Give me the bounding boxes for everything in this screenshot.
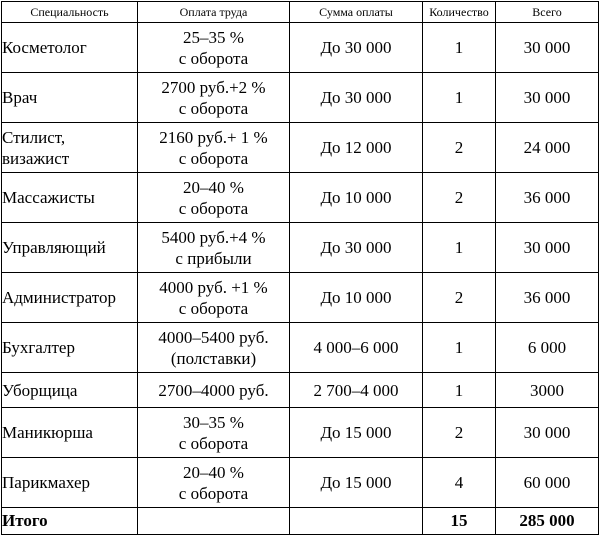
table-footer <box>2 508 599 535</box>
cell-specialty <box>2 273 138 323</box>
table-row <box>2 23 599 73</box>
cell-amount: До 10 000 <box>290 273 423 323</box>
cell-payment-line: 5400 руб.+4 % <box>161 227 266 247</box>
cell-quantity: 2 <box>423 173 496 223</box>
cell-specialty <box>2 223 138 273</box>
table-header <box>2 2 599 23</box>
cell-quantity: 2 <box>423 123 496 173</box>
cell-specialty-line: Косметолог <box>2 38 87 57</box>
cell-payment-line: с оборота <box>178 98 249 118</box>
table-row <box>2 223 599 273</box>
cell-specialty-line: Уборщица <box>2 380 78 400</box>
cell-total: 24 000 <box>496 123 599 173</box>
cell-specialty-line: Парикмахер <box>2 473 90 492</box>
table-row <box>2 373 599 408</box>
cell-amount: До 12 000 <box>290 123 423 173</box>
cell-payment <box>138 123 290 173</box>
cell-total: 30 000 <box>496 73 599 123</box>
cell-total: 30 000 <box>496 223 599 273</box>
cell-payment <box>138 23 290 73</box>
cell-payment <box>138 173 290 223</box>
header-total: Всего <box>496 2 599 23</box>
cell-specialty <box>2 373 138 408</box>
cell-quantity: 1 <box>423 373 496 408</box>
cell-payment-line: 30–35 % <box>183 412 244 432</box>
cell-specialty <box>2 23 138 73</box>
cell-amount: До 30 000 <box>290 73 423 123</box>
cell-quantity: 1 <box>423 223 496 273</box>
cell-specialty <box>2 408 138 458</box>
cell-specialty-line: Управляющий <box>2 238 106 257</box>
table-row <box>2 273 599 323</box>
table-row <box>2 323 599 373</box>
cell-payment-line: (полставки) <box>170 348 257 368</box>
cell-payment-line: с прибыли <box>175 248 252 268</box>
cell-specialty-line: Массажисты <box>2 188 95 207</box>
cell-specialty-line: Стилист, <box>2 127 66 147</box>
cell-quantity: 2 <box>423 408 496 458</box>
table-row <box>2 123 599 173</box>
header-quantity: Количество <box>423 2 496 23</box>
salary-table <box>1 1 599 535</box>
table-row <box>2 173 599 223</box>
cell-payment-line: 25–35 % <box>183 27 244 47</box>
cell-specialty-line: Маникюрша <box>2 423 93 442</box>
cell-payment-line: с оборота <box>178 198 249 218</box>
cell-total: 3000 <box>496 373 599 408</box>
table-row <box>2 73 599 123</box>
cell-specialty-line: Бухгалтер <box>2 338 75 357</box>
cell-payment-line: 20–40 % <box>183 177 244 197</box>
cell-total: 36 000 <box>496 273 599 323</box>
cell-payment-line: с оборота <box>178 483 249 503</box>
cell-payment <box>138 323 290 373</box>
footer-empty-payment <box>138 508 290 535</box>
cell-specialty-line: Администратор <box>2 288 116 307</box>
cell-payment-line: с оборота <box>178 433 249 453</box>
cell-payment <box>138 408 290 458</box>
cell-payment-line: 20–40 % <box>183 462 244 482</box>
cell-amount: 2 700–4 000 <box>290 373 423 408</box>
table-row <box>2 458 599 508</box>
footer-row <box>2 508 599 535</box>
cell-total: 30 000 <box>496 408 599 458</box>
cell-specialty <box>2 73 138 123</box>
cell-amount: До 30 000 <box>290 23 423 73</box>
cell-amount: До 15 000 <box>290 408 423 458</box>
cell-specialty <box>2 173 138 223</box>
cell-specialty <box>2 323 138 373</box>
cell-quantity: 1 <box>423 23 496 73</box>
cell-specialty-line: Врач <box>2 88 38 107</box>
header-row <box>2 2 599 23</box>
cell-quantity: 4 <box>423 458 496 508</box>
cell-payment <box>138 458 290 508</box>
cell-payment-line: 4000–5400 руб. <box>158 327 269 347</box>
cell-payment-line: 2700 руб.+2 % <box>161 77 266 97</box>
cell-payment-line: с оборота <box>178 298 249 318</box>
cell-quantity: 2 <box>423 273 496 323</box>
cell-specialty <box>2 123 138 173</box>
header-amount: Сумма оплаты <box>290 2 423 23</box>
cell-amount: До 10 000 <box>290 173 423 223</box>
cell-payment <box>138 73 290 123</box>
cell-payment-line: 4000 руб. +1 % <box>159 277 268 297</box>
cell-payment <box>138 273 290 323</box>
cell-specialty <box>2 458 138 508</box>
cell-payment-line: 2700–4000 руб. <box>158 380 269 400</box>
header-specialty: Специальность <box>2 2 138 23</box>
cell-payment <box>138 373 290 408</box>
table-body <box>2 23 599 508</box>
cell-total: 30 000 <box>496 23 599 73</box>
footer-quantity: 15 <box>423 508 496 535</box>
cell-amount: До 30 000 <box>290 223 423 273</box>
cell-total: 60 000 <box>496 458 599 508</box>
footer-empty-amount <box>290 508 423 535</box>
cell-quantity: 1 <box>423 73 496 123</box>
cell-specialty-line: визажист <box>2 148 70 168</box>
cell-payment-line: с оборота <box>178 148 249 168</box>
cell-total: 36 000 <box>496 173 599 223</box>
header-payment: Оплата труда <box>138 2 290 23</box>
footer-total: 285 000 <box>496 508 599 535</box>
footer-label: Итого <box>2 508 138 535</box>
cell-amount: 4 000–6 000 <box>290 323 423 373</box>
table-row <box>2 408 599 458</box>
cell-payment-line: 2160 руб.+ 1 % <box>159 127 268 147</box>
cell-total: 6 000 <box>496 323 599 373</box>
cell-payment-line: с оборота <box>178 48 249 68</box>
cell-quantity: 1 <box>423 323 496 373</box>
cell-amount: До 15 000 <box>290 458 423 508</box>
cell-payment <box>138 223 290 273</box>
